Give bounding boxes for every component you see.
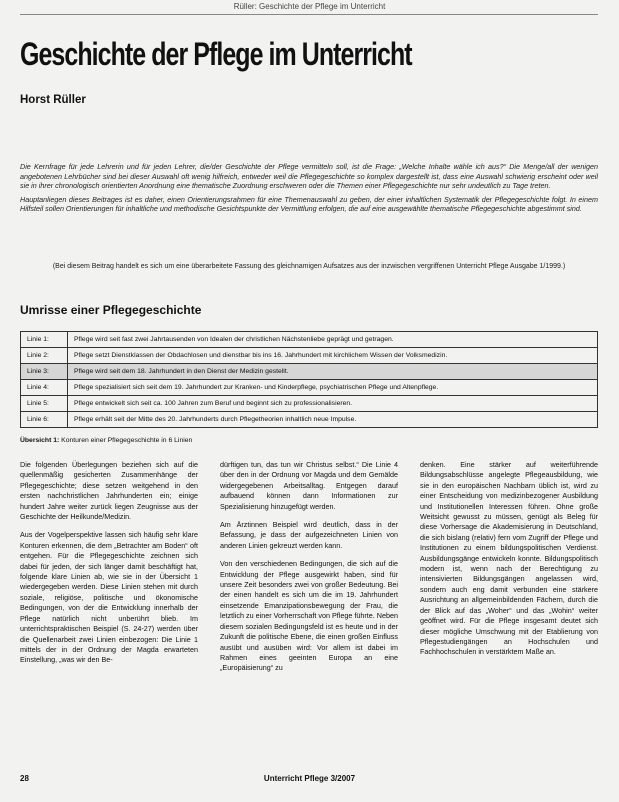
body-column-1	[20, 460, 198, 674]
page-footer	[0, 774, 619, 788]
line-text: Pflege wird seit dem 18. Jahrhundert in den Dienst der Medizin gestellt.	[68, 364, 598, 380]
magazine-issue: Unterricht Pflege 3/2007	[263, 774, 356, 783]
body-paragraph: denken. Eine stärker auf weiterführende Bildungsabschlüsse angelegte Pflegeausbildung, wie sie in den europäischen Nachbarn üblich ist, wird zu einer Entscheidung von medizinbezogener Ausbildung und Institutionellen Interessen führen. Ohne große Weitsicht gewusst zu müssen, genügt als Beleg für diese Vorhersage die Akademisierung in Deutschland, die sich bislang (relativ) fern vom Zugriff der Pflege und Institutionen zu einem bildungspolitischen Verdienst. Ausbildungsgänge entwickeln konnte. Bildungspolitisch modern ist, wenn nach der Berechtigung zu intensivierten Bildungsgängen angelassen wird, sondern auch eng damit verbunden eine stärkere Ausrichtung an allgemeinbildenden Fächern, durch die der Blick auf das „Woher“ und das „Wohin“ weiter geöffnet wird. Für die Pflege insgesamt deutet sich dieser mögliche Umschwung mit der Etablierung von Pflegestudiengängen an Hochschulen und Fachhochschulen in verstärktem Maße an.	[420, 460, 598, 657]
running-head: Rüller: Geschichte der Pflege im Unterricht	[233, 2, 386, 11]
page-number: 28	[20, 774, 29, 783]
table-row	[21, 396, 598, 412]
line-label: Linie 2:	[21, 348, 68, 364]
line-text: Pflege wird seit fast zwei Jahrtausenden von Idealen der christlichen Nächstenliebe geprägt und getragen.	[68, 332, 598, 348]
caption-text: Konturen einer Pflegegeschichte in 6 Linien	[59, 437, 193, 444]
body-paragraph: Von den verschiedenen Bedingungen, die sich auf die Entwicklung der Pflege ausgewirkt haben, sind für unsere Zeit besonders zwei von großer Bedeutung. Bei der einen handelt es sich um die im 19. Jahrhundert einsetzende Emanzipationsbewegung der Frau, die letztlich zu einer Vorherrschaft von Pflege führte. Neben diesem sozialen Bedingungsfeld ist es heute und in der Zukunft die politische Ebene, die einen großen Einfluss ausübt und ausüben wird: Vor allem ist dabei im Rahmen eines geeinten Europa an eine „Europäisierung“ zu	[220, 559, 398, 673]
author-name: Horst Rüller	[20, 94, 86, 106]
line-text: Pflege erhält seit der Mitte des 20. Jahrhunderts durch Pflegetheorien inhaltlich neue Impulse.	[68, 412, 598, 428]
header-rule	[20, 14, 598, 15]
body-paragraph: Am Ärztinnen Beispiel wird deutlich, dass in der Befassung, je dass der aufgezeichneten Linien von anderen Linien gekreuzt werden kann.	[220, 520, 398, 550]
body-column-3	[420, 460, 598, 666]
line-label: Linie 3:	[21, 364, 68, 380]
lead-paragraph-1: Die Kernfrage für jede Lehrerin und für jeden Lehrer, die/der Geschichte der Pflege vermitteln soll, ist die Frage: „Welche Inhalte wähle ich aus?“ Die Menge/all der wenigen angebotenen Lehrbücher sind bei dieser Auswahl oft wenig hilfreich, entweder weil die Pflegegeschichte so komplex dargestellt ist, dass eine Auswahl schwierig erscheint oder weil sie in ihrer chronologisch orientierten Anordnung eine thematische Zuordnung erschweren oder die Themen einer Pflegegeschichte nur sehr undeutlich zu Tage treten.	[20, 162, 598, 190]
article-title: Geschichte der Pflege im Unterricht	[20, 36, 412, 72]
line-text: Pflege entwickelt sich seit ca. 100 Jahren zum Beruf und beginnt sich zu professionalisieren.	[68, 396, 598, 412]
line-label: Linie 1:	[21, 332, 68, 348]
lead-abstract	[20, 162, 598, 218]
section-heading: Umrisse einer Pflegegeschichte	[20, 303, 202, 317]
body-paragraph: Aus der Vogelperspektive lassen sich häufig sehr klare Konturen erkennen, die dem „Betrachter am Boden“ oft entgehen. Für die Pflegegeschichte zeichnen sich dabei für jeden, der sich länger damit beschäftigt hat, folgende klare Linien ab, wie sie in der Übersicht 1 wiedergegeben werden. Diese Linien stehen mit durch soziale, religiöse, politische und ökonomische Bedingungen, von der die Entwicklung innerhalb der Pflege natürlich nicht unberührt blieb. Im unterrichtspraktischen Beispiel (S. 24-27) werden über die Quellenarbeit zwei Linien einbezogen: Die Linie 1 mittels der in der Ordnung der Magda erwarteten Einstellung, „was wir den Be-	[20, 530, 198, 665]
table-row	[21, 380, 598, 396]
table-row	[21, 364, 598, 380]
table-row	[21, 348, 598, 364]
line-label: Linie 5:	[21, 396, 68, 412]
body-paragraph: Die folgenden Überlegungen beziehen sich auf die quellenmäßig gesicherten Zusammenhänge der Pflegegeschichte; diese setzen weitgehend in den ersten nachchristlichen Jahrhunderten ein; einige hundert Jahre weiter zurück liegen Zeugnisse aus der Geschichte der Heilkunde/Medizin.	[20, 460, 198, 522]
lead-paragraph-2: Hauptanliegen dieses Beitrages ist es daher, einen Orientierungsrahmen für eine Themenauswahl zu geben, der einer inhaltlichen Systematik der Pflegegeschichte folgt. In einem Hilfsteil sollen Orientierungen für inhaltliche und methodische Gesichtspunkte der Vermittlung erfolgen, die auf eine ausgewählte thematische Pflegegeschichte abgestimmt sind.	[20, 194, 598, 213]
line-label: Linie 6:	[21, 412, 68, 428]
table-row	[21, 332, 598, 348]
caption-label: Übersicht 1:	[20, 437, 60, 444]
revision-note: (Bei diesem Beitrag handelt es sich um eine überarbeitete Fassung des gleichnamigen Aufsatzes aus der inzwischen vergriffenen Unterricht Pflege Ausgabe 1/1999.)	[52, 263, 566, 270]
line-label: Linie 4:	[21, 380, 68, 396]
table-row	[21, 412, 598, 428]
history-lines-table	[20, 331, 598, 428]
body-column-2	[220, 460, 398, 682]
line-text: Pflege spezialisiert sich seit dem 19. Jahrhundert zur Kranken- und Kinderpflege, psychiatrischen Pflege und Altenpflege.	[68, 380, 598, 396]
line-text: Pflege setzt Dienstklassen der Obdachlosen und dienstbar bis ins 16. Jahrhundert mit kirchlichem Wissen der Volksmedizin.	[68, 348, 598, 364]
table-caption	[20, 437, 192, 444]
body-paragraph: dürftigen tun, das tun wir Christus selbst.“ Die Linie 4 über den in der Ordnung vor Magda und dem Gemälde widergegebenen Arbeitsalltag. Entgegen darauf aufbauend können dann Informationen zur Spezialisierung hinzugefügt werden.	[220, 460, 398, 511]
